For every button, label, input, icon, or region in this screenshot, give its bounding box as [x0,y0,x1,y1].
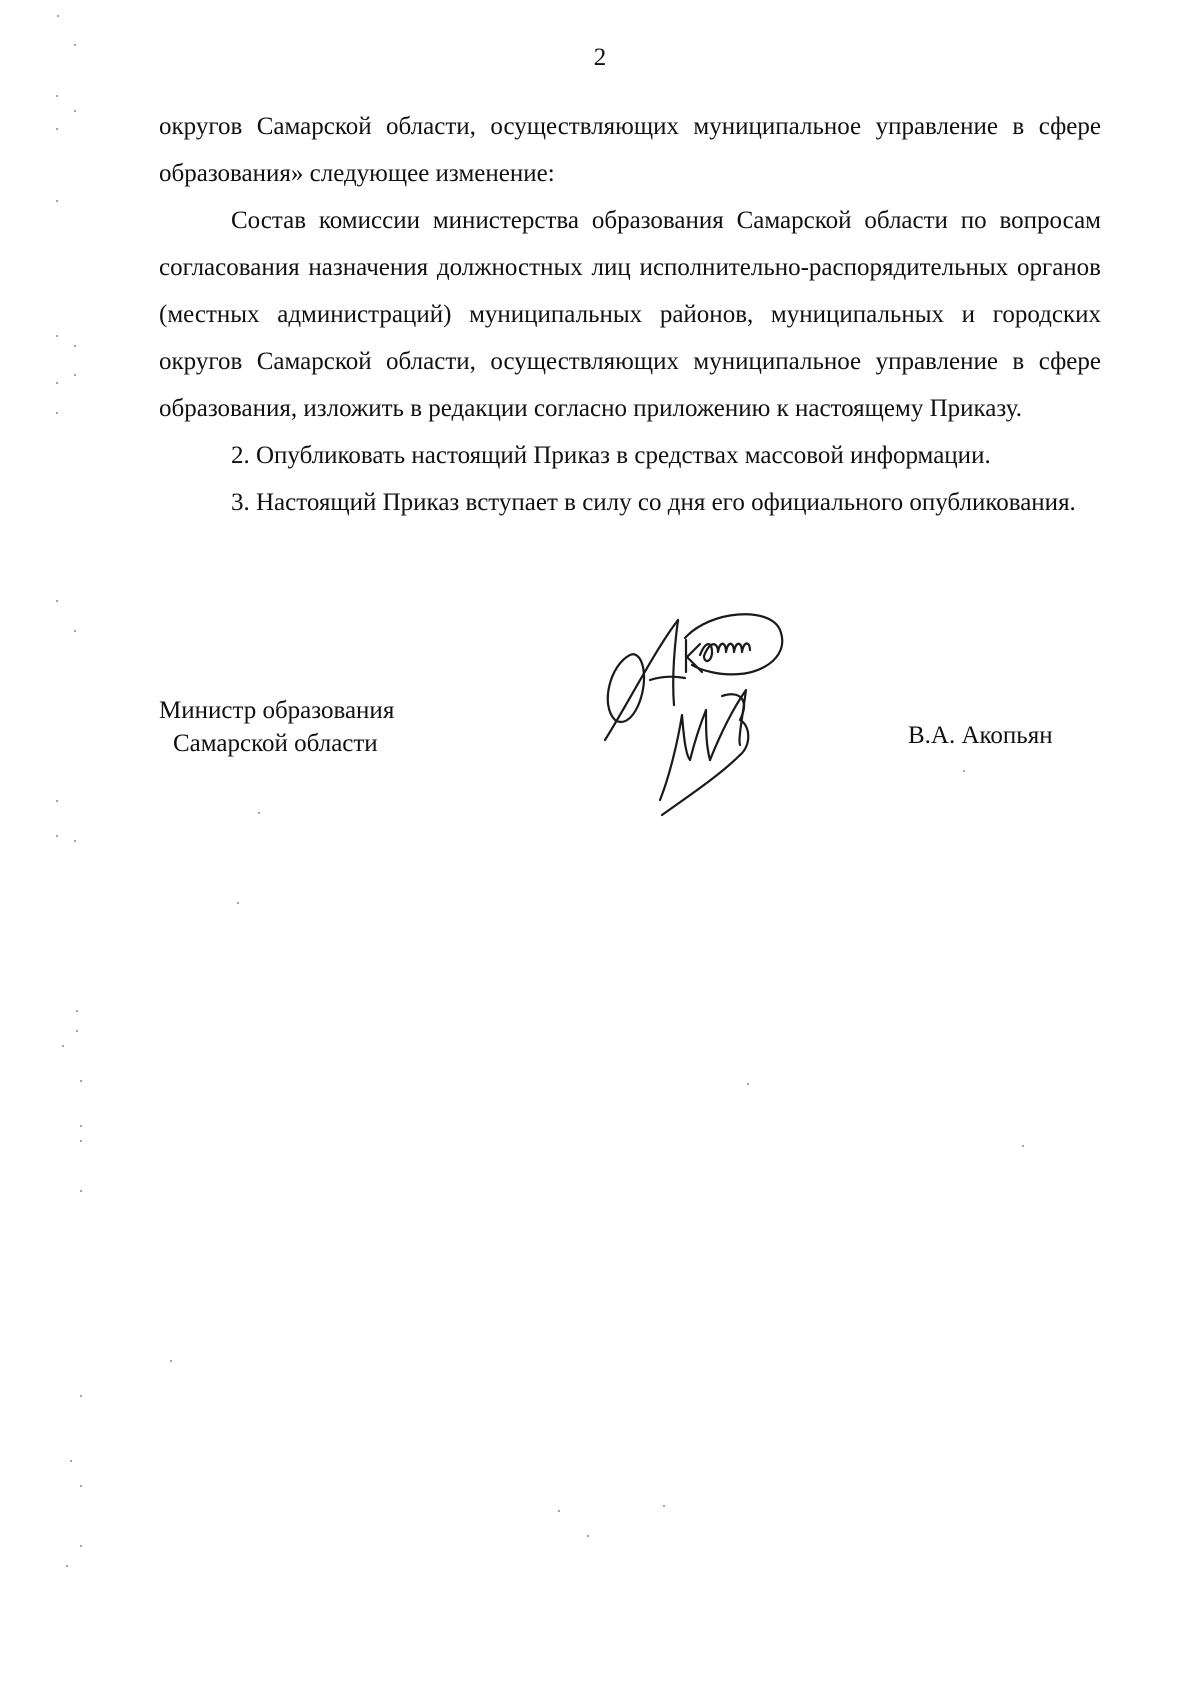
scan-artifact [56,412,58,414]
scan-artifact [62,1045,64,1047]
scan-artifact [56,95,58,97]
scan-artifact [963,770,965,772]
scan-artifact [74,840,76,842]
scan-artifact [170,1360,172,1362]
scan-artifact [80,1140,82,1142]
scan-artifact [258,812,260,814]
signer-title-line-1: Министр образования [159,697,395,724]
scan-artifact [80,1545,82,1547]
signer-title [159,694,394,760]
scan-artifact [56,600,58,602]
body-text [159,103,1101,526]
handwritten-signature [600,610,820,825]
scan-artifact [80,1395,82,1397]
scan-artifact [587,1535,589,1537]
scan-artifact [57,15,59,17]
scan-artifact [56,335,58,337]
scan-artifact [80,1080,82,1082]
scan-artifact [56,835,58,837]
scan-artifact [80,1125,82,1127]
scan-artifact [56,382,58,384]
scan-artifact [74,374,76,376]
scan-artifact [80,1190,82,1192]
paragraph-commission-composition: Состав комиссии министерства образования Самарской области по вопросам согласования назначения должностных лиц исполнительно-распорядительных органов (местных администраций) муниципальных районов, муниципальных и городских округов Самарской области, осуществляющих муниципальное управление в сфере образования, изложить в редакции согласно приложению к настоящему Приказу. [159,207,1101,422]
paragraph-item-3: 3. Настоящий Приказ вступает в силу со дня его официального опубликования. [231,489,1076,516]
scan-artifact [80,1485,82,1487]
scan-artifact [76,1010,78,1012]
scan-artifact [663,1505,665,1507]
signer-name: В.А. Акопьян [908,722,1053,749]
paragraph-item-2: 2. Опубликовать настоящий Приказ в средствах массовой информации. [231,442,991,469]
scan-artifact [74,110,76,112]
scan-artifact [1022,1145,1024,1147]
scan-artifact [74,44,76,46]
scan-artifact [66,1565,68,1567]
scan-artifact [74,630,76,632]
scan-artifact [237,902,239,904]
scan-artifact [747,1083,749,1085]
scan-artifact [76,1030,78,1032]
scan-artifact [74,345,76,347]
scan-artifact [56,800,58,802]
scan-artifact [558,1510,560,1512]
scan-artifact [56,128,58,130]
signer-title-line-2: Самарской области [173,730,378,757]
scan-artifact [70,1460,72,1462]
paragraph-continuation: округов Самарской области, осуществляющих муниципальное управление в сфере образования» следующее изменение: [159,113,1101,187]
scan-artifact [56,200,58,202]
page-number: 2 [593,44,607,71]
